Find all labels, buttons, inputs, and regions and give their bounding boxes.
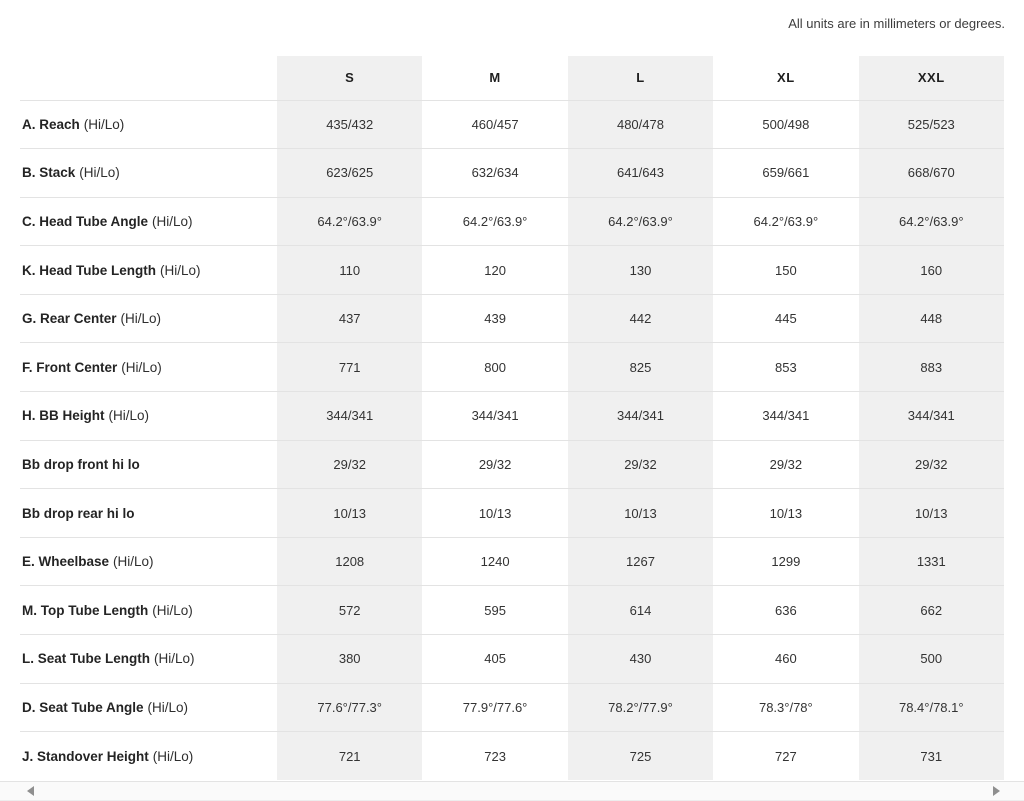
- table-row: [20, 100, 1004, 149]
- row-label: [20, 683, 277, 732]
- scroll-left-arrow-icon[interactable]: [27, 786, 34, 796]
- value-cell-xl: 853: [775, 359, 797, 375]
- row-label-name: C. Head Tube Angle: [22, 213, 149, 229]
- value-cell-xl: 29/32: [769, 456, 803, 472]
- value-cell-xl: 460: [775, 651, 797, 667]
- table-head: [20, 56, 1004, 100]
- value-cell-xl: 1299: [771, 554, 801, 570]
- value-cell-s: 344/341: [277, 392, 422, 441]
- value-cell-m: 29/32: [478, 456, 512, 472]
- value-cell-l: 480/478: [568, 100, 713, 149]
- value-cell-m: 632/634: [471, 165, 519, 181]
- units-note: All units are in millimeters or degrees.: [788, 16, 1005, 31]
- value-cell-xl: 659/661: [762, 165, 810, 181]
- row-label: [20, 732, 277, 781]
- row-label-suffix: (Hi/Lo): [108, 408, 150, 424]
- value-cell-s: 380: [277, 635, 422, 684]
- value-cell-s: 29/32: [277, 440, 422, 489]
- column-header-l: L: [568, 56, 713, 100]
- value-cell-m: 800: [484, 359, 506, 375]
- value-cell-xxl: 731: [859, 732, 1004, 781]
- table-row: [20, 683, 1004, 732]
- column-header-xl: XL: [777, 70, 795, 86]
- value-cell-l: 344/341: [568, 392, 713, 441]
- value-cell-xl: 636: [775, 602, 797, 618]
- value-cell-xxl: 668/670: [859, 149, 1004, 198]
- row-label-suffix: (Hi/Lo): [152, 602, 193, 618]
- value-cell-xxl: 64.2°/63.9°: [859, 197, 1004, 246]
- value-cell-xxl: 78.4°/78.1°: [859, 683, 1004, 732]
- row-label: [20, 294, 277, 343]
- table-row: [20, 489, 1004, 538]
- value-cell-m: 439: [484, 311, 506, 327]
- value-cell-xl: 78.3°/78°: [758, 699, 813, 715]
- row-label-suffix: (Hi/Lo): [152, 748, 194, 764]
- value-cell-s: 64.2°/63.9°: [277, 197, 422, 246]
- row-label-name: H. BB Height: [22, 408, 105, 424]
- table-row: [20, 635, 1004, 684]
- value-cell-s: 623/625: [277, 149, 422, 198]
- value-cell-s: 437: [277, 294, 422, 343]
- value-cell-l: 725: [568, 732, 713, 781]
- value-cell-s: 110: [277, 246, 422, 295]
- value-cell-m: 77.9°/77.6°: [462, 699, 528, 715]
- value-cell-l: 64.2°/63.9°: [568, 197, 713, 246]
- geometry-table-wrap: [20, 56, 1004, 780]
- value-cell-l: 130: [568, 246, 713, 295]
- row-label-name: Bb drop front hi lo: [22, 456, 140, 472]
- column-header-m: M: [489, 70, 501, 86]
- row-label: [20, 537, 277, 586]
- value-cell-s: 1208: [277, 537, 422, 586]
- table-row: [20, 392, 1004, 441]
- row-label: [20, 586, 277, 635]
- row-label: [20, 246, 277, 295]
- header-row: [20, 56, 1004, 100]
- value-cell-xl: 727: [775, 748, 797, 764]
- value-cell-m: 120: [484, 262, 506, 278]
- row-label: [20, 635, 277, 684]
- value-cell-s: 572: [277, 586, 422, 635]
- value-cell-m: 595: [484, 602, 506, 618]
- table-row: [20, 586, 1004, 635]
- value-cell-xxl: 525/523: [859, 100, 1004, 149]
- value-cell-xxl: 662: [859, 586, 1004, 635]
- row-label-suffix: (Hi/Lo): [154, 651, 195, 667]
- row-label-name: E. Wheelbase: [22, 554, 110, 570]
- value-cell-s: 77.6°/77.3°: [277, 683, 422, 732]
- value-cell-xl: 10/13: [769, 505, 803, 521]
- row-label-name: K. Head Tube Length: [22, 262, 156, 278]
- value-cell-l: 614: [568, 586, 713, 635]
- row-label-suffix: (Hi/Lo): [147, 699, 189, 715]
- row-label-name: M. Top Tube Length: [22, 602, 149, 618]
- value-cell-xxl: 160: [859, 246, 1004, 295]
- value-cell-l: 825: [568, 343, 713, 392]
- row-label-name: Bb drop rear hi lo: [22, 505, 135, 521]
- value-cell-xl: 344/341: [762, 408, 810, 424]
- value-cell-s: 721: [277, 732, 422, 781]
- row-label: [20, 100, 277, 149]
- table-row: [20, 149, 1004, 198]
- row-label-suffix: (Hi/Lo): [152, 213, 193, 229]
- value-cell-l: 442: [568, 294, 713, 343]
- value-cell-m: 10/13: [478, 505, 512, 521]
- value-cell-xxl: 448: [859, 294, 1004, 343]
- value-cell-xxl: 500: [859, 635, 1004, 684]
- table-row: [20, 246, 1004, 295]
- row-label-suffix: (Hi/Lo): [160, 262, 201, 278]
- row-label-name: D. Seat Tube Angle: [22, 699, 144, 715]
- value-cell-xxl: 1331: [859, 537, 1004, 586]
- value-cell-xxl: 29/32: [859, 440, 1004, 489]
- row-label-name: A. Reach: [22, 116, 80, 132]
- table-body: [20, 100, 1004, 780]
- value-cell-s: 771: [277, 343, 422, 392]
- value-cell-m: 64.2°/63.9°: [462, 213, 528, 229]
- table-row: [20, 537, 1004, 586]
- row-label: [20, 197, 277, 246]
- row-label-suffix: (Hi/Lo): [121, 359, 162, 375]
- horizontal-scrollbar[interactable]: [0, 781, 1024, 801]
- row-label-suffix: (Hi/Lo): [79, 165, 120, 181]
- table-row: [20, 343, 1004, 392]
- value-cell-l: 78.2°/77.9°: [568, 683, 713, 732]
- row-label-suffix: (Hi/Lo): [83, 116, 125, 132]
- table-row: [20, 197, 1004, 246]
- row-label: [20, 149, 277, 198]
- value-cell-m: 344/341: [471, 408, 519, 424]
- table-row: [20, 440, 1004, 489]
- row-label: [20, 392, 277, 441]
- value-cell-s: 10/13: [277, 489, 422, 538]
- value-cell-m: 1240: [480, 554, 510, 570]
- column-header-s: S: [277, 56, 422, 100]
- value-cell-m: 460/457: [471, 116, 519, 132]
- corner-cell: [20, 56, 277, 100]
- table-row: [20, 732, 1004, 781]
- row-label-name: J. Standover Height: [22, 748, 149, 764]
- row-label: [20, 343, 277, 392]
- value-cell-l: 430: [568, 635, 713, 684]
- value-cell-xl: 64.2°/63.9°: [753, 213, 819, 229]
- value-cell-xxl: 344/341: [859, 392, 1004, 441]
- column-header-xxl: XXL: [859, 56, 1004, 100]
- value-cell-xl: 150: [775, 262, 797, 278]
- table-row: [20, 294, 1004, 343]
- value-cell-l: 1267: [568, 537, 713, 586]
- value-cell-xxl: 883: [859, 343, 1004, 392]
- row-label-suffix: (Hi/Lo): [120, 311, 162, 327]
- row-label-name: L. Seat Tube Length: [22, 651, 150, 667]
- scroll-right-arrow-icon[interactable]: [993, 786, 1000, 796]
- row-label: [20, 440, 277, 489]
- row-label-name: B. Stack: [22, 165, 76, 181]
- row-label-name: F. Front Center: [22, 359, 118, 375]
- value-cell-l: 641/643: [568, 149, 713, 198]
- row-label: [20, 489, 277, 538]
- value-cell-xl: 445: [775, 311, 797, 327]
- value-cell-xl: 500/498: [762, 116, 810, 132]
- geometry-table: [20, 56, 1004, 780]
- value-cell-s: 435/432: [277, 100, 422, 149]
- row-label-name: G. Rear Center: [22, 311, 117, 327]
- value-cell-l: 10/13: [568, 489, 713, 538]
- value-cell-m: 405: [484, 651, 506, 667]
- row-label-suffix: (Hi/Lo): [113, 554, 154, 570]
- value-cell-m: 723: [484, 748, 506, 764]
- value-cell-xxl: 10/13: [859, 489, 1004, 538]
- value-cell-l: 29/32: [568, 440, 713, 489]
